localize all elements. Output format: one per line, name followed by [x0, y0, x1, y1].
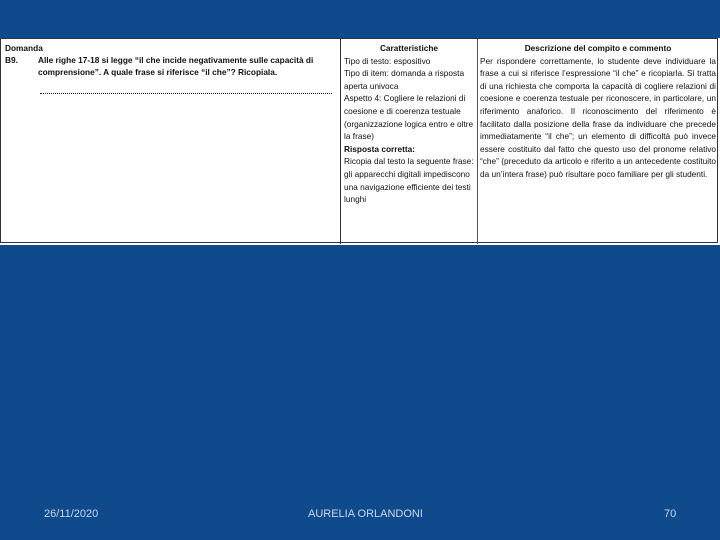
footer-author: AURELIA ORLANDONI — [308, 508, 423, 520]
correct-answer-label: Risposta corretta: — [344, 143, 416, 154]
description-text: Per rispondere correttamente, lo studente deve individuare la frase a cui si riferisce l’espressione “il che” e ricopiarla. Si tratta di una richiesta che comporta la capacità di cogliere relazioni di coesione e coerenza testuale per riconoscere, in particolare, un riferimento anaforico. Il riconoscimento del riferimento è facilitato dalla posizione della frase da individuare che precede immediatamente “il che”; un elemento di difficoltà può invece essere costituito dal fatto che questo uso del pronome relativo “che” (preceduto da articolo e riferito a un antecedente costituito da un’intera frase) può risultare poco familiare per gli studenti. — [480, 55, 716, 179]
column-divider — [340, 39, 341, 244]
footer-page-number: 70 — [664, 508, 677, 520]
question-header: Domanda — [5, 43, 43, 53]
answer-line — [40, 92, 332, 94]
characteristic-line: Ricopia dal testo la seguente frase: gli apparecchi digitali impediscono una navigazione efficiente dei testi lunghi — [344, 156, 474, 205]
description-header: Descrizione del compito e commento — [524, 43, 672, 53]
rubric-table — [0, 38, 718, 243]
column-divider — [477, 39, 478, 244]
question-row — [5, 54, 337, 78]
footer-date: 26/11/2020 — [44, 508, 99, 520]
description-column — [480, 42, 716, 181]
characteristic-line: Aspetto 4: Cogliere le relazioni di coesione e di coerenza testuale (organizzazione logica entro e oltre la frase) — [344, 93, 474, 142]
question-column — [5, 42, 337, 94]
question-number: B9. — [5, 55, 18, 65]
question-text: Alle righe 17-18 si legge “il che incide negativamente sulle capacità di comprensione”. A quale frase si riferisce “il che”? Ricopiala. — [38, 55, 314, 77]
characteristic-line: Tipo di item: domanda a risposta aperta univoca — [344, 68, 465, 91]
characteristic-line: Tipo di testo: espositivo — [344, 55, 431, 66]
slide-content-panel — [0, 38, 720, 245]
characteristics-header: Caratteristiche — [379, 43, 439, 53]
characteristics-column — [344, 42, 474, 206]
